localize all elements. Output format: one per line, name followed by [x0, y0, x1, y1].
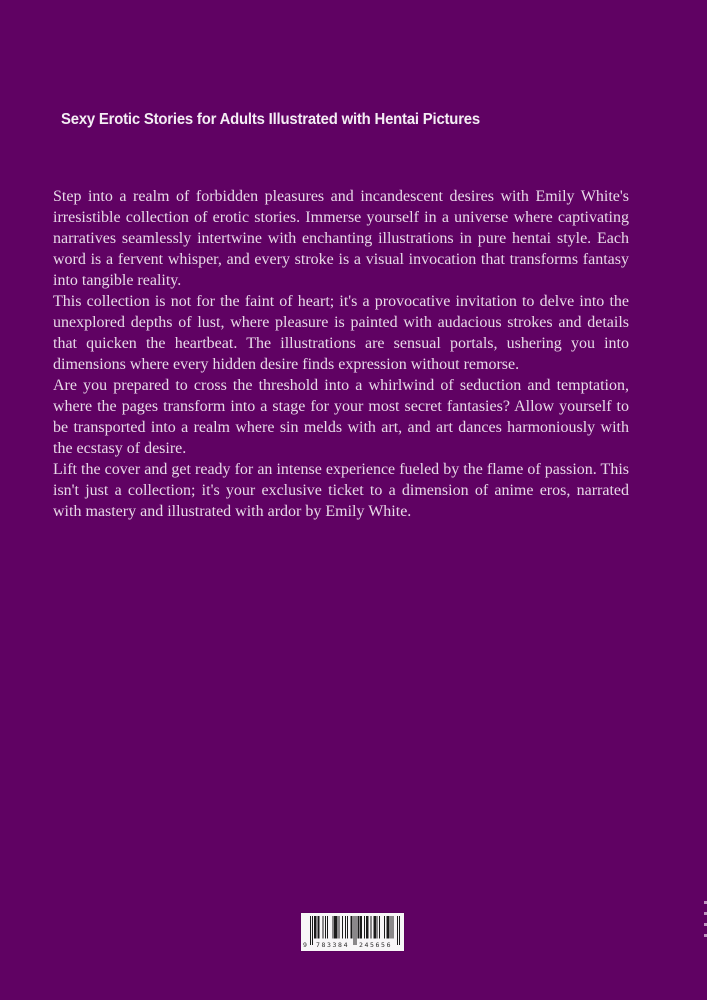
barcode-digits	[301, 941, 404, 949]
barcode-digit-group2: 245656	[359, 941, 393, 949]
isbn-barcode	[301, 913, 404, 951]
description-paragraph-4: Lift the cover and get ready for an intense experience fueled by the flame of passion. This isn't just a collection; it's your exclusive ticket to a dimension of anime eros, narrated with mastery and illustrated with ardor by Emily White.	[53, 461, 629, 520]
description-paragraph-2: This collection is not for the faint of heart; it's a provocative invitation to delve into the unexplored depths of lust, where pleasure is painted with audacious strokes and details that quicken the heartbeat. The illustrations are sensual portals, ushering you into dimensions where every hidden desire finds expression without remorse.	[53, 293, 629, 373]
book-title: Sexy Erotic Stories for Adults Illustrated with Hentai Pictures	[61, 111, 480, 128]
barcode-digit-prefix: 9	[303, 941, 307, 949]
book-description	[53, 186, 629, 522]
description-paragraph-1: Step into a realm of forbidden pleasures and incandescent desires with Emily White's irresistible collection of erotic stories. Immerse yourself in a universe where captivating narratives seamlessly intertwine with enchanting illustrations in pure hentai style. Each word is a fervent whisper, and every stroke is a visual invocation that transforms fantasy into tangible reality.	[53, 188, 629, 289]
description-paragraph-3: Are you prepared to cross the threshold into a whirlwind of seduction and temptation, where the pages transform into a stage for your most secret fantasies? Allow yourself to be transported into a realm where sin melds with art, and art dances harmoniously with the ecstasy of desire.	[53, 377, 629, 457]
barcode-digit-group1: 783384	[316, 941, 350, 949]
